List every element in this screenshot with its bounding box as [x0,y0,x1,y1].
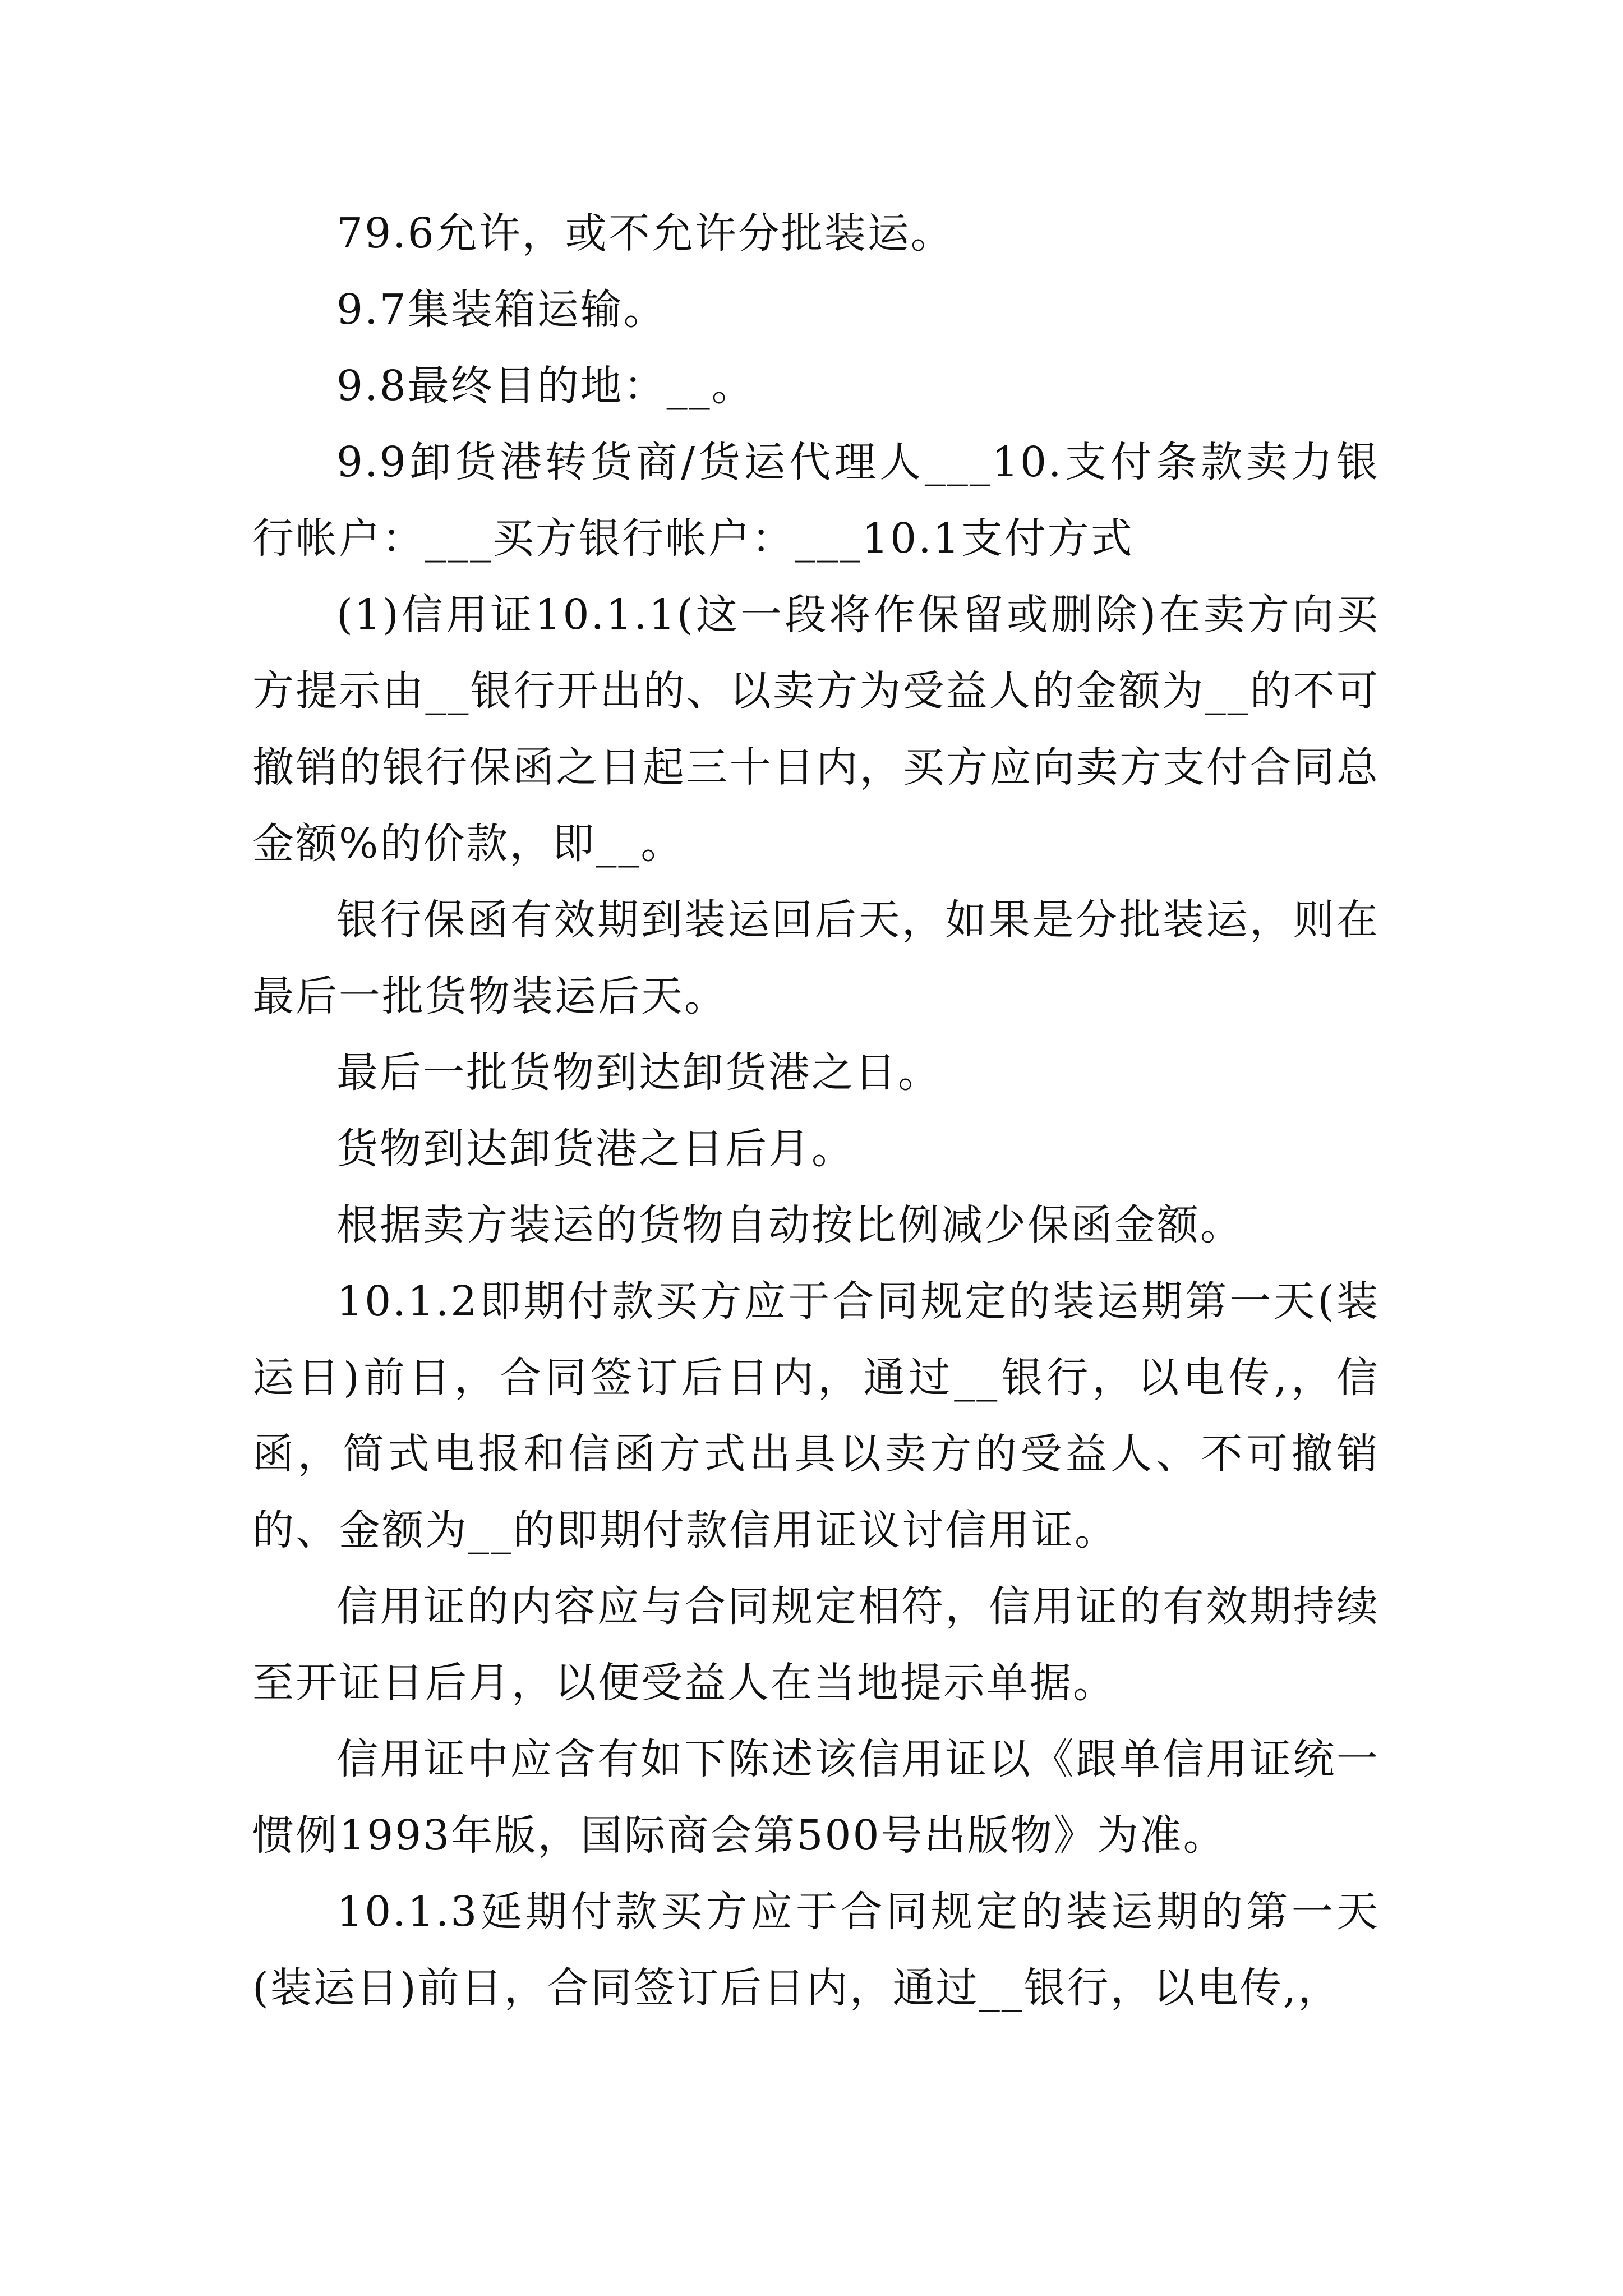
paragraph-deferred-payment: 10.1.3延期付款买方应于合同规定的装运期的第一天(装运日)前日，合同签订后日内，通过__银行，以电传,， [252,1888,1380,2012]
paragraph-credit-content: 信用证的内容应与合同规定相符，信用证的有效期持续至开证日后月，以便受益人在当地提示单据。 [252,1582,1380,1707]
paragraph-payment-terms: 9.9卸货港转货商/货运代理人___10.支付条款卖力银行帐户：___买方银行帐户：___10.1支付方式 [252,438,1380,563]
paragraph-letter-of-credit: (1)信用证10.1.1(这一段将作保留或删除)在卖方向买方提示由__银行开出的、以卖方为受益人的金额为__的不可撤销的银行保函之日起三十日内，买方应向卖方支付合同总金额%的价款，即__。 [252,591,1380,868]
paragraph-sight-payment: 10.1.2即期付款买方应于合同规定的装运期第一天(装运日)前日，合同签订后日内，通过__银行，以电传,，信函，简式电报和信函方式出具以卖方的受益人、不可撤销的、金额为__的即期付款信用证议讨信用证。 [252,1277,1380,1554]
paragraph-guarantee-validity: 银行保函有效期到装运回后天，如果是分批装运，则在最后一批货物装运后天。 [252,896,1380,1020]
paragraph-guarantee-reduction: 根据卖方装运的货物自动按比例减少保函金额。 [336,1201,1243,1249]
paragraph-final-destination: 9.8最终目的地：__。 [336,362,755,410]
paragraph-container-transport: 9.7集装箱运输。 [336,286,667,334]
paragraph-month-after-arrival: 货物到达卸货港之日后月。 [336,1125,855,1173]
document-body [252,195,1380,2026]
paragraph-ucp-statement: 信用证中应含有如下陈述该信用证以《跟单信用证统一惯例1993年版，国际商会第500号出版物》为准。 [252,1735,1380,1860]
paragraph-partial-shipment: 79.6允许，或不允许分批装运。 [336,209,954,257]
paragraph-last-batch-arrival: 最后一批货物到达卸货港之日。 [336,1048,941,1097]
